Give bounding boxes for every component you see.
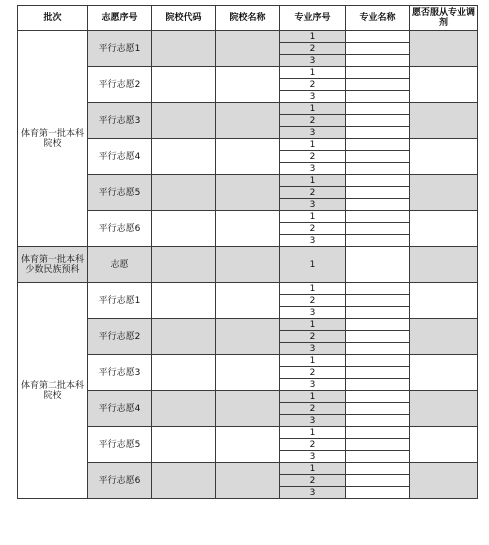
school-name-cell[interactable] [216, 319, 280, 355]
school-name-cell[interactable] [216, 247, 280, 283]
header-obey-adjust: 愿否服从专业调剂 [410, 6, 478, 31]
major-no-cell: 1 [280, 175, 346, 187]
major-no-cell: 3 [280, 55, 346, 67]
volunteer-form-table [17, 5, 478, 499]
major-no-cell: 3 [280, 91, 346, 103]
wish-label: 平行志愿2 [88, 67, 152, 103]
obey-adjust-cell[interactable] [410, 283, 478, 319]
school-code-cell[interactable] [152, 211, 216, 247]
major-no-cell: 2 [280, 439, 346, 451]
wish-label: 平行志愿2 [88, 319, 152, 355]
major-name-cell[interactable] [346, 151, 410, 163]
major-no-cell: 3 [280, 199, 346, 211]
school-code-cell[interactable] [152, 463, 216, 499]
school-code-cell[interactable] [152, 283, 216, 319]
major-name-cell[interactable] [346, 223, 410, 235]
school-name-cell[interactable] [216, 103, 280, 139]
batch-name: 体育第一批本科院校 [18, 31, 88, 247]
major-no-cell: 2 [280, 223, 346, 235]
school-code-cell[interactable] [152, 103, 216, 139]
major-name-cell[interactable] [346, 31, 410, 43]
school-name-cell[interactable] [216, 139, 280, 175]
major-no-cell: 2 [280, 187, 346, 199]
school-code-cell[interactable] [152, 319, 216, 355]
wish-label: 平行志愿6 [88, 463, 152, 499]
major-name-cell[interactable] [346, 475, 410, 487]
major-name-cell[interactable] [346, 55, 410, 67]
obey-adjust-cell[interactable] [410, 355, 478, 391]
wish-label: 平行志愿4 [88, 139, 152, 175]
major-no-cell: 2 [280, 115, 346, 127]
major-name-cell[interactable] [346, 319, 410, 331]
major-name-cell[interactable] [346, 211, 410, 223]
major-name-cell[interactable] [346, 427, 410, 439]
major-name-cell[interactable] [346, 163, 410, 175]
major-name-cell[interactable] [346, 43, 410, 55]
major-no-cell: 1 [280, 355, 346, 367]
header-school-code: 院校代码 [152, 6, 216, 31]
major-no-cell: 1 [280, 139, 346, 151]
obey-adjust-cell[interactable] [410, 463, 478, 499]
school-name-cell[interactable] [216, 31, 280, 67]
major-name-cell[interactable] [346, 403, 410, 415]
major-no-cell: 2 [280, 295, 346, 307]
major-no-cell: 2 [280, 79, 346, 91]
school-name-cell[interactable] [216, 355, 280, 391]
table-row [18, 31, 478, 43]
major-name-cell[interactable] [346, 307, 410, 319]
obey-adjust-cell[interactable] [410, 319, 478, 355]
major-no-cell: 2 [280, 367, 346, 379]
obey-adjust-cell[interactable] [410, 31, 478, 67]
wish-label: 平行志愿3 [88, 103, 152, 139]
wish-label: 平行志愿5 [88, 175, 152, 211]
major-name-cell[interactable] [346, 331, 410, 343]
obey-adjust-cell[interactable] [410, 139, 478, 175]
major-name-cell[interactable] [346, 187, 410, 199]
major-name-cell[interactable] [346, 391, 410, 403]
school-name-cell[interactable] [216, 211, 280, 247]
major-name-cell[interactable] [346, 235, 410, 247]
school-code-cell[interactable] [152, 391, 216, 427]
major-no-cell: 1 [280, 427, 346, 439]
header-major-name: 专业名称 [346, 6, 410, 31]
obey-adjust-cell[interactable] [410, 247, 478, 283]
school-code-cell[interactable] [152, 355, 216, 391]
major-no-cell: 3 [280, 235, 346, 247]
major-no-cell: 2 [280, 475, 346, 487]
school-name-cell[interactable] [216, 391, 280, 427]
wish-label: 平行志愿1 [88, 283, 152, 319]
major-name-cell[interactable] [346, 139, 410, 151]
major-name-cell[interactable] [346, 115, 410, 127]
major-name-cell[interactable] [346, 439, 410, 451]
major-no-cell: 1 [280, 211, 346, 223]
wish-label: 志愿 [88, 247, 152, 283]
batch-name: 体育第二批本科院校 [18, 283, 88, 499]
major-name-cell[interactable] [346, 355, 410, 367]
school-name-cell[interactable] [216, 175, 280, 211]
wish-label: 平行志愿6 [88, 211, 152, 247]
major-name-cell[interactable] [346, 295, 410, 307]
school-code-cell[interactable] [152, 31, 216, 67]
major-no-cell: 2 [280, 43, 346, 55]
school-name-cell[interactable] [216, 463, 280, 499]
major-no-cell: 1 [280, 391, 346, 403]
major-name-cell[interactable] [346, 175, 410, 187]
school-name-cell[interactable] [216, 427, 280, 463]
major-name-cell[interactable] [346, 415, 410, 427]
header-batch: 批次 [18, 6, 88, 31]
obey-adjust-cell[interactable] [410, 211, 478, 247]
batch-name: 体育第一批本科少数民族预科 [18, 247, 88, 283]
major-no-cell: 3 [280, 487, 346, 499]
major-no-cell: 1 [280, 31, 346, 43]
major-name-cell[interactable] [346, 199, 410, 211]
header-wish-no: 志愿序号 [88, 6, 152, 31]
major-no-cell: 1 [280, 319, 346, 331]
obey-adjust-cell[interactable] [410, 427, 478, 463]
school-code-cell[interactable] [152, 67, 216, 103]
major-name-cell[interactable] [346, 79, 410, 91]
major-no-cell: 2 [280, 151, 346, 163]
obey-adjust-cell[interactable] [410, 175, 478, 211]
major-name-cell[interactable] [346, 103, 410, 115]
major-no-cell: 1 [280, 67, 346, 79]
major-name-cell[interactable] [346, 379, 410, 391]
major-name-cell[interactable] [346, 247, 410, 283]
school-code-cell[interactable] [152, 175, 216, 211]
major-name-cell[interactable] [346, 67, 410, 79]
obey-adjust-cell[interactable] [410, 67, 478, 103]
wish-label: 平行志愿3 [88, 355, 152, 391]
major-name-cell[interactable] [346, 127, 410, 139]
major-name-cell[interactable] [346, 283, 410, 295]
major-no-cell: 3 [280, 343, 346, 355]
obey-adjust-cell[interactable] [410, 103, 478, 139]
wish-label: 平行志愿5 [88, 427, 152, 463]
wish-label: 平行志愿1 [88, 31, 152, 67]
major-name-cell[interactable] [346, 463, 410, 475]
major-no-cell: 1 [280, 247, 346, 283]
major-no-cell: 1 [280, 283, 346, 295]
school-code-cell[interactable] [152, 247, 216, 283]
school-name-cell[interactable] [216, 283, 280, 319]
major-name-cell[interactable] [346, 367, 410, 379]
major-no-cell: 1 [280, 463, 346, 475]
school-code-cell[interactable] [152, 139, 216, 175]
major-no-cell: 3 [280, 127, 346, 139]
major-name-cell[interactable] [346, 91, 410, 103]
table-row [18, 283, 478, 295]
major-name-cell[interactable] [346, 487, 410, 499]
major-no-cell: 3 [280, 451, 346, 463]
form-body [18, 31, 478, 499]
major-no-cell: 2 [280, 403, 346, 415]
wish-label: 平行志愿4 [88, 391, 152, 427]
header-school-name: 院校名称 [216, 6, 280, 31]
major-no-cell: 3 [280, 415, 346, 427]
major-no-cell: 1 [280, 103, 346, 115]
obey-adjust-cell[interactable] [410, 391, 478, 427]
table-row [18, 247, 478, 283]
major-no-cell: 3 [280, 379, 346, 391]
header-major-no: 专业序号 [280, 6, 346, 31]
major-no-cell: 2 [280, 331, 346, 343]
school-code-cell[interactable] [152, 427, 216, 463]
major-name-cell[interactable] [346, 343, 410, 355]
header-row [18, 6, 478, 31]
major-no-cell: 3 [280, 307, 346, 319]
school-name-cell[interactable] [216, 67, 280, 103]
major-no-cell: 3 [280, 163, 346, 175]
major-name-cell[interactable] [346, 451, 410, 463]
